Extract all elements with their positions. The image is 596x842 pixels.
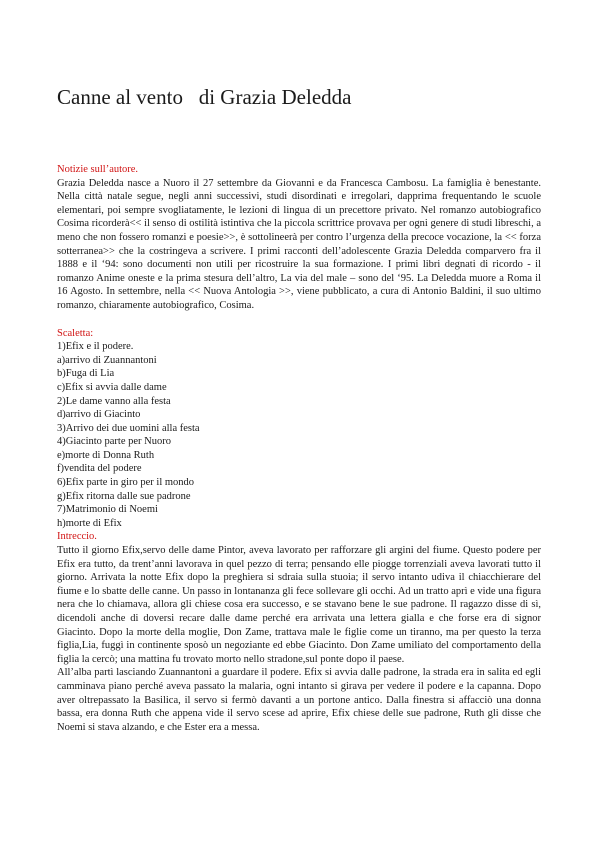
list-item: h)morte di Efix <box>57 517 122 529</box>
list-item: 1)Efix e il podere. <box>57 341 134 353</box>
section-gap <box>57 313 541 327</box>
list-item: 3)Arrivo dei due uomini alla festa <box>57 422 200 434</box>
intreccio-paragraph-2: All’alba partì lasciando Zuannantoni a guardare il podere. Efix si avvia dalle padrone, la strada era in salita ed egli camminava piano perché aveva passato la malaria, ogni intanto si girava per vedere il podere e la capanna. Dopo aver oltrepassato la Basilica, il servo si fermò davanti a un portone antico. Dalla finestra si affacciò una donna bassa, era donna Ruth che appena vide il servo scese ad aprire, Efix chiese delle sue padrone, Ruth gli disse che Noemi si stava alzando, e che Ester era a messa. <box>57 667 541 733</box>
intreccio-paragraph-1: Tutto il giorno Efix,servo delle dame Pintor, aveva lavorato per rafforzare gli argini del fiume. Questo podere per Efix era tutto, da trent’anni lavorava in quel pezzo di terra; pensando elle piogge torrenziali aveva lavorati tutto il giorno. Arrivata la notte Efix dopo la preghiera si sdraia sulla stuoia; il servo intanto udiva il chiacchierare del fiume e lo sbatte delle canne. Un passo in lontananza gli fece sollevare gli occhi. Ad un tratto aprì e vide una figura nera che lo chiamava, allora gli chiese cosa era successo, e se stavano bene le sue padrone. Il ragazzo disse di sì, dicendoli anche di doversi recare dalle dame perché era arrivata una lettera gialla e che forse era di signor Giacinto. Dopo la morte della moglie, Don Zame, trattava male le figlie come un tiranno, ma per questo la terza figlia,Lia, fuggì in continente sposò un negoziante ed ebbe Giacinto. Don Zame umiliato del comportamento della figlia la cercò; una mattina fu trovato morto nello stradone,sul ponte dopo il paese. <box>57 545 541 665</box>
list-item: b)Fuga di Lia <box>57 368 115 380</box>
list-item: 6)Efix parte in giro per il mondo <box>57 477 195 489</box>
list-item: d)arrivo di Giacinto <box>57 409 141 421</box>
list-item: f)vendita del podere <box>57 463 142 475</box>
notizie-paragraph: Grazia Deledda nasce a Nuoro il 27 settembre da Giovanni e da Francesca Cambosu. La famiglia è benestante. Nella città natale segue, negli anni successivi, studi disordinati e irregolari, dapprima frequentando le scuole elementari, poi sempre svogliatamente, le lezioni di lingua di un precettore privato. Nel romanzo autobiografico Cosima ricorderà<< il senso di ostilità istintiva che la piccola scrittrice provava per ogni genere di studi libreschi, a meno che non fossero romanzi e poesie>>, è sottolineerà per contro l’urgenza della precoce vocazione, la << forza sotterranea>> che la costringeva a scrivere. I primi racconti dell’adolescente Grazia Deledda comparvero fra il 1888 e il ‘94: sono documenti non utili per ricostruire la sua formazione. I primi libri degnati di ricordo - il romanzo Anime oneste e la prima stesura dell’altro, La via del male – sono del ‘95. La Deledda muore a Roma il 16 Agosto. In settembre, nella << Nuova Antologia >>, viene pubblicato, a cura di Antonio Baldini, il suo ultimo romanzo, chiaramente autobiografico, Cosima. <box>57 177 541 311</box>
section-heading-intreccio: Intreccio. <box>57 531 97 543</box>
list-item: c)Efix si avvia dalle dame <box>57 381 167 393</box>
list-item: a)arrivo di Zuannantoni <box>57 354 157 366</box>
list-item: 4)Giacinto parte per Nuoro <box>57 436 171 448</box>
list-item: 7)Matrimonio di Noemi <box>57 504 158 516</box>
section-heading-scaletta: Scaletta: <box>57 327 94 339</box>
scaletta-list <box>57 340 541 530</box>
list-item: e)morte di Donna Ruth <box>57 449 155 461</box>
section-heading-notizie: Notizie sull’autore. <box>57 164 139 175</box>
list-item: g)Efix ritorna dalle sue padrone <box>57 490 191 502</box>
list-item: 2)Le dame vanno alla festa <box>57 395 171 407</box>
document-title: Canne al vento di Grazia Deledda <box>57 85 352 109</box>
document-body <box>57 163 541 734</box>
